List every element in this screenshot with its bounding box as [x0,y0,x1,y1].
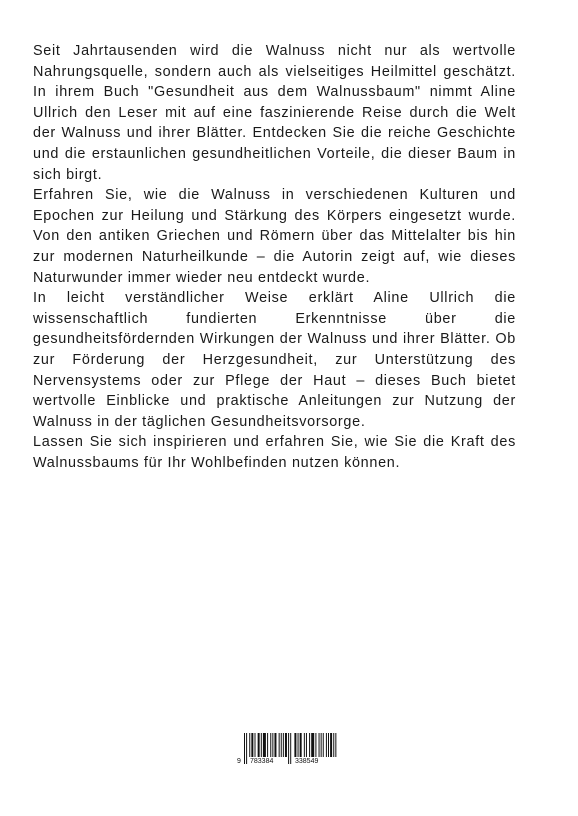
barcode-bar [290,733,291,764]
barcode-bar [294,733,296,757]
barcode-bar [333,733,334,757]
barcode-bar [249,733,250,757]
barcode-bar [285,733,287,757]
barcode-bar [244,733,245,764]
barcode-digits-left: 783384 [250,758,274,765]
barcode-graphic [237,733,339,773]
barcode-bar [300,733,302,757]
barcode-bar [321,733,322,757]
barcode-bar [267,733,268,757]
back-cover-description [33,41,516,473]
barcode-bar [255,733,256,757]
barcode-bar [288,733,289,764]
barcode-bar [319,733,320,757]
barcode-bar [304,733,305,757]
barcode-bar [279,733,280,757]
barcode-bar [323,733,324,757]
barcode-bar [309,733,310,757]
barcode-bar [335,733,336,757]
barcode-bar [261,733,262,757]
barcode-bar [298,733,299,757]
barcode-bar [283,733,284,757]
description-paragraph-1: Seit Jahrtausenden wird die Walnuss nicht nur als wertvolle Nahrungsquelle, sondern auch als vielseitiges Heilmittel geschätzt. In ihrem Buch "Gesundheit aus dem Walnussbaum" nimmt Aline Ullrich den Leser mit auf eine faszinierende Reise durch die Welt der Walnuss und ihrer Blätter. Entdecken Sie die reiche Geschichte und die erstaunlichen gesundheitlichen Vorteile, die dieser Baum in sich birgt. [33,43,516,183]
barcode-bar [274,733,276,757]
barcode-bar [258,733,260,757]
barcode-bar [311,733,314,757]
barcode-bar [330,733,332,757]
isbn-barcode [237,733,339,773]
barcode-digit-first: 9 [237,758,241,765]
barcode-bar [326,733,327,757]
barcode-bar [281,733,282,757]
barcode-bar [328,733,329,757]
barcode-bar [251,733,253,757]
barcode-bar [315,733,316,757]
barcode-bar [306,733,307,757]
description-paragraph-4: Lassen Sie sich inspirieren und erfahren Sie, wie Sie die Kraft des Walnussbaums für Ihr Wohlbefinden nutzen können. [33,434,516,471]
description-paragraph-3: In leicht verständlicher Weise erklärt Aline Ullrich die wissenschaftlich fundierten Erkenntnisse über die gesundheitsfördernden Wirkungen der Walnuss und ihrer Blätter. Ob zur Förderung der Herzgesundheit, zur Unterstützung des Nervensystems oder zur Pflege der Haut – dieses Buch bietet wertvolle Einblicke und praktische Anleitungen zur Nutzung der Walnuss in der täglichen Gesundheitsvorsorge. [33,290,516,430]
barcode-digits-right: 338549 [295,758,319,765]
barcode-bar [246,733,247,764]
barcode-bar [270,733,271,757]
description-paragraph-2: Erfahren Sie, wie die Walnuss in verschiedenen Kulturen und Epochen zur Heilung und Stärkung des Körpers eingesetzt wurde. Von den antiken Griechen und Römern über das Mittelalter bis hin zur modernen Naturheilkunde – die Autorin zeigt auf, wie dieses Naturwunder immer wieder neu entdeckt wurde. [33,187,516,286]
barcode-bar [263,733,266,757]
barcode-bar [272,733,273,757]
